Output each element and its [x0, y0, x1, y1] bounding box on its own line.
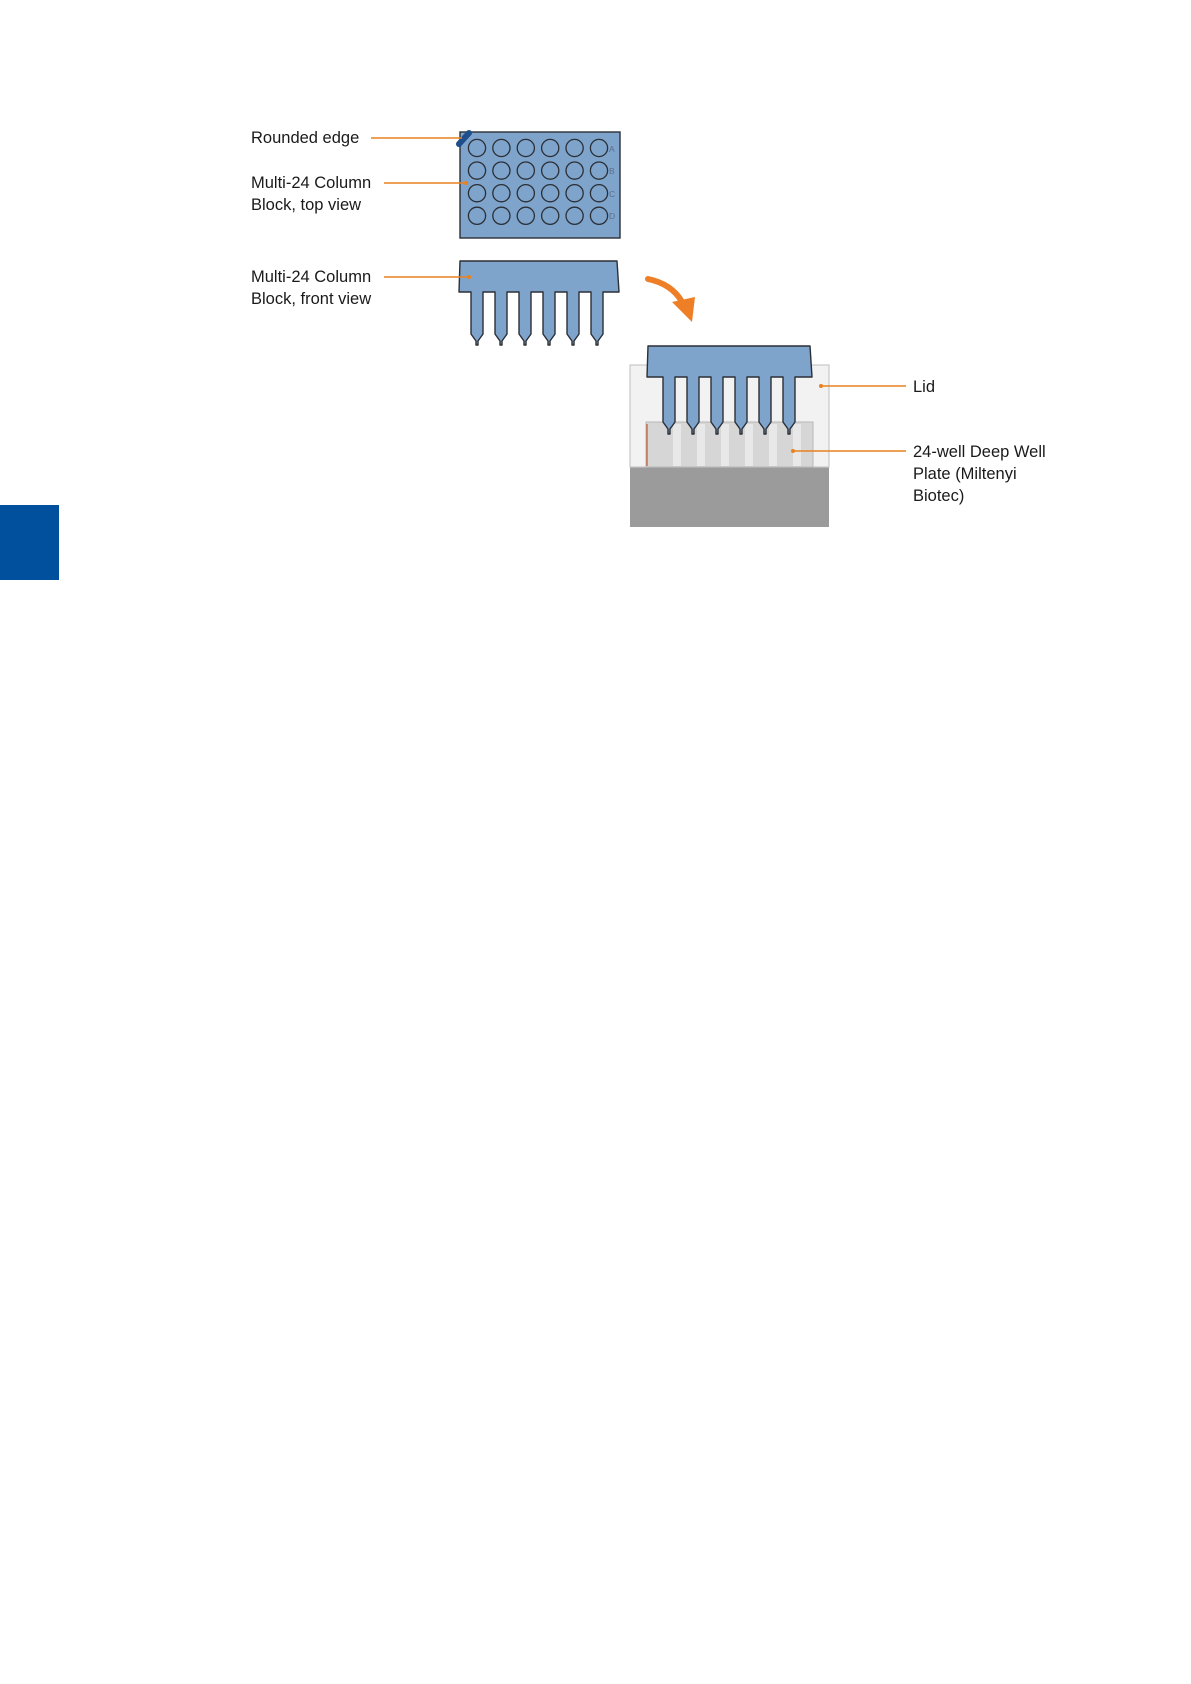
assembled-stack: [630, 346, 829, 527]
well-d5: [566, 207, 583, 224]
well-b6: [590, 162, 607, 179]
rounded-edge-label: Rounded edge: [251, 129, 360, 147]
well-b2: [493, 162, 510, 179]
well-d3: [517, 207, 534, 224]
top-view-label-line-2: Block, top view: [251, 196, 362, 214]
plate-well-3: [721, 424, 729, 466]
plate-label-line-3: Biotec): [913, 487, 965, 505]
well-b1: [468, 162, 485, 179]
well-d2: [493, 207, 510, 224]
well-a6: [590, 139, 607, 156]
curved-arrow-icon: [648, 279, 695, 322]
front-view-block: [459, 261, 619, 345]
well-c2: [493, 185, 510, 202]
base-block: [630, 467, 829, 527]
well-a2: [493, 139, 510, 156]
plate-well-6: [793, 424, 801, 466]
row-letter-b: B: [609, 166, 615, 176]
well-a4: [542, 139, 559, 156]
lid-label: Lid: [913, 378, 936, 396]
well-d4: [542, 207, 559, 224]
top-view-label-line-1: Multi-24 Column: [251, 174, 372, 192]
well-a1: [468, 139, 485, 156]
well-c4: [542, 185, 559, 202]
well-a5: [566, 139, 583, 156]
row-letter-d: D: [609, 211, 616, 221]
front-view-label-line-2: Block, front view: [251, 290, 372, 308]
well-b5: [566, 162, 583, 179]
well-d1: [468, 207, 485, 224]
well-b4: [542, 162, 559, 179]
row-letter-a: A: [609, 144, 615, 154]
well-a3: [517, 139, 534, 156]
plate-well-4: [745, 424, 753, 466]
well-b3: [517, 162, 534, 179]
plate-label-line-2: Plate (Miltenyi: [913, 465, 1017, 483]
plate-well-5: [769, 424, 777, 466]
well-c5: [566, 185, 583, 202]
well-c1: [468, 185, 485, 202]
well-c6: [590, 185, 607, 202]
row-letter-c: C: [609, 189, 616, 199]
top-view-block: [459, 132, 620, 238]
plate-label-line-1: 24-well Deep Well: [913, 443, 1046, 461]
plate-well-1: [673, 424, 681, 466]
front-view-label-line-1: Multi-24 Column: [251, 268, 372, 286]
well-c3: [517, 185, 534, 202]
plate-well-2: [697, 424, 705, 466]
well-d6: [590, 207, 607, 224]
